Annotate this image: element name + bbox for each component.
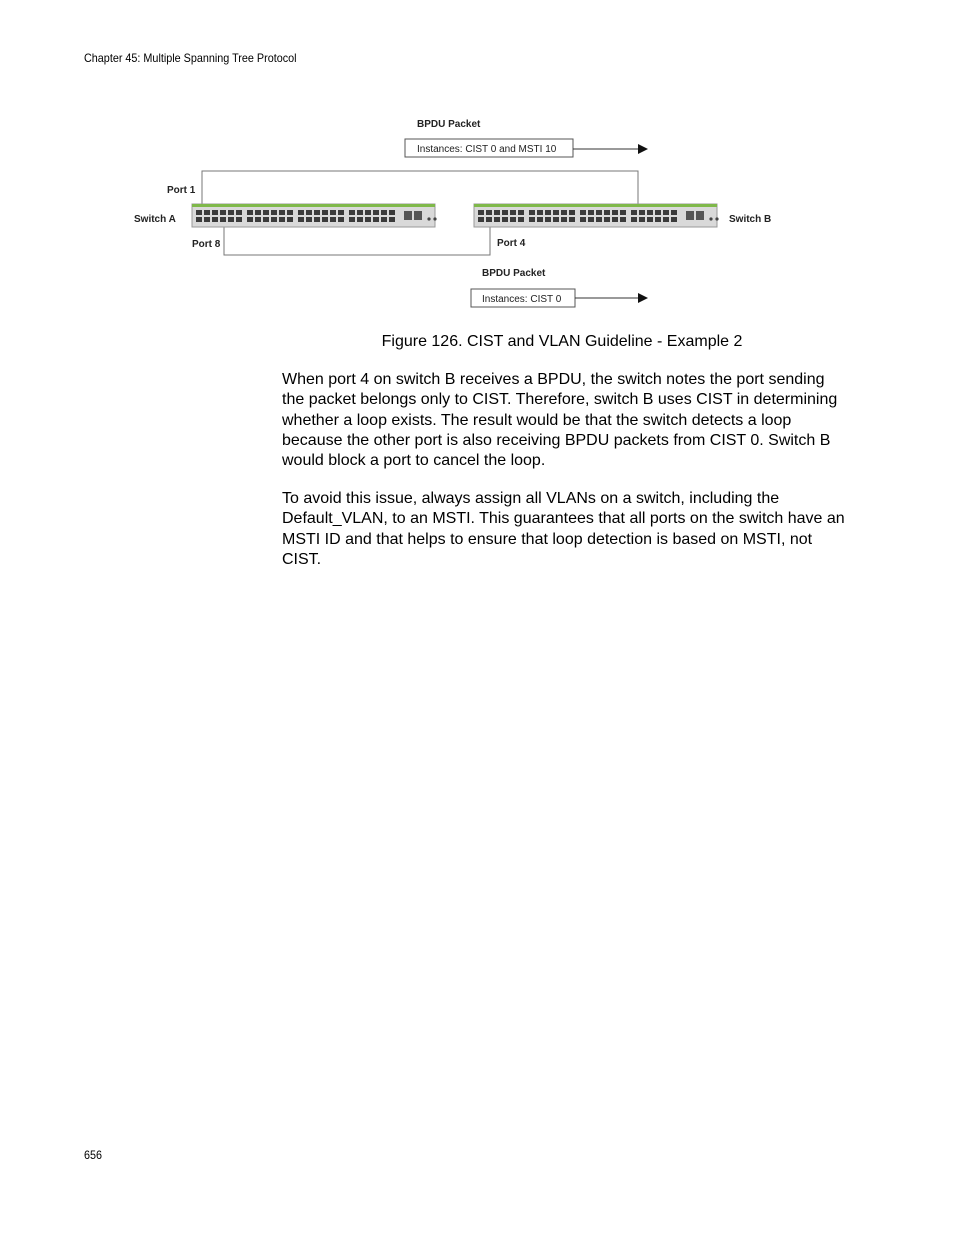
switch-b-port	[671, 217, 677, 222]
switch-b-port	[612, 217, 618, 222]
switch-b-port	[620, 217, 626, 222]
switch-b-port	[553, 217, 559, 222]
switch-a-port	[236, 217, 242, 222]
switch-b-port	[663, 217, 669, 222]
page-number: 656	[84, 1148, 103, 1162]
switch-b-port	[655, 217, 661, 222]
switch-a	[192, 204, 437, 227]
switch-b-port	[631, 217, 637, 222]
switch-b-port	[655, 210, 661, 215]
switch-b-port	[561, 217, 567, 222]
switch-a-port	[349, 210, 355, 215]
switch-a-port	[287, 210, 293, 215]
switch-a-port	[220, 210, 226, 215]
switch-b-port	[569, 217, 575, 222]
switch-b-port	[639, 217, 645, 222]
paragraph-2-text: To avoid this issue, always assign all VLANs on a switch, including the Default_VLAN, to an MSTI. This guarantees that all ports on the switch have an MSTI ID and that helps to ensure that loop detection is based on MSTI, not CIST.	[282, 490, 845, 568]
switch-a-port	[228, 210, 234, 215]
top-packet-instances: Instances: CIST 0 and MSTI 10	[417, 144, 557, 155]
network-diagram	[120, 105, 820, 320]
switch-a-port	[279, 210, 285, 215]
switch-a-port	[381, 210, 387, 215]
bottom-packet-instances: Instances: CIST 0	[482, 294, 562, 305]
top-packet-arrow-head	[638, 144, 648, 154]
switch-a-port	[338, 210, 344, 215]
link-port1	[202, 171, 638, 205]
switch-b-port	[518, 217, 524, 222]
bottom-packet-arrow-head	[638, 293, 648, 303]
switch-a-port	[271, 217, 277, 222]
switch-b-port	[580, 217, 586, 222]
switch-b-port	[494, 217, 500, 222]
switch-a-port	[287, 217, 293, 222]
chapter-header: Chapter 45: Multiple Spanning Tree Protocol	[84, 51, 297, 65]
switch-a-port	[322, 217, 328, 222]
switch-a-uplink-port	[414, 211, 422, 220]
switch-b-led	[715, 217, 718, 220]
switch-b-port	[588, 210, 594, 215]
switch-b-port	[588, 217, 594, 222]
switch-a-led	[427, 217, 430, 220]
switch-b-uplink-port	[696, 211, 704, 220]
switch-a-port	[236, 210, 242, 215]
switch-a-port	[373, 210, 379, 215]
switch-b-port	[545, 210, 551, 215]
switch-b-port	[612, 210, 618, 215]
switch-b-port	[553, 210, 559, 215]
switch-b-port	[596, 210, 602, 215]
switch-b-port	[561, 210, 567, 215]
switch-a-port	[330, 210, 336, 215]
switch-a-port	[247, 210, 253, 215]
switch-a-port	[365, 217, 371, 222]
paragraph-1-text: When port 4 on switch B receives a BPDU, the switch notes the port sending the packet belongs only to CIST. Therefore, switch B uses CIST in determining whether a loop exists. The result would be that the switch detects a loop because the other port is also receiving BPDU packets from CIST 0. Switch B would block a port to cancel the loop.	[282, 371, 838, 470]
switch-a-port	[338, 217, 344, 222]
switch-b-port	[518, 210, 524, 215]
switch-a-port	[204, 210, 210, 215]
switch-b-port	[510, 210, 516, 215]
switch-a-port	[279, 217, 285, 222]
switch-a-port	[298, 217, 304, 222]
switch-a-port	[212, 210, 218, 215]
top-packet-title: BPDU Packet	[417, 119, 481, 130]
switch-a-port	[306, 217, 312, 222]
switch-a-port	[322, 210, 328, 215]
switch-b-port	[647, 217, 653, 222]
switch-a-port8-label: Port 8	[192, 239, 221, 250]
switch-b-uplink-port	[686, 211, 694, 220]
figure-caption: Figure 126. CIST and VLAN Guideline - Example 2	[381, 333, 743, 350]
switch-a-port	[330, 217, 336, 222]
switch-a-port	[298, 210, 304, 215]
switch-a-port	[389, 217, 395, 222]
switch-b-port	[494, 210, 500, 215]
switch-b-port	[478, 217, 484, 222]
switch-a-label: Switch A	[134, 214, 176, 225]
switch-a-port	[314, 217, 320, 222]
switch-a-port	[228, 217, 234, 222]
switch-a-uplink-port	[404, 211, 412, 220]
switch-a-port	[255, 210, 261, 215]
switch-a-port	[263, 217, 269, 222]
switch-a-port	[389, 210, 395, 215]
bottom-packet-title: BPDU Packet	[482, 268, 546, 279]
switch-b-led	[709, 217, 712, 220]
switch-b-port	[639, 210, 645, 215]
switch-a-port	[373, 217, 379, 222]
switch-a-port1-label: Port 1	[167, 185, 196, 196]
switch-a-port	[306, 210, 312, 215]
switch-b-port	[537, 217, 543, 222]
switch-b-label: Switch B	[729, 214, 772, 225]
switch-b-port	[486, 210, 492, 215]
switch-a-port	[263, 210, 269, 215]
switch-b-port4-label: Port 4	[497, 238, 526, 249]
switch-a-port	[255, 217, 261, 222]
switch-b-port	[596, 217, 602, 222]
switch-b	[474, 204, 719, 227]
switch-b-port	[663, 210, 669, 215]
switch-a-port	[381, 217, 387, 222]
switch-a-port	[220, 217, 226, 222]
switch-b-port	[510, 217, 516, 222]
switch-a-port	[204, 217, 210, 222]
switch-b-port	[529, 217, 535, 222]
switch-a-port	[357, 210, 363, 215]
link-port8-port4	[224, 227, 490, 255]
switch-a-port	[314, 210, 320, 215]
switch-b-port	[647, 210, 653, 215]
switch-a-port	[196, 217, 202, 222]
switch-b-port	[569, 210, 575, 215]
switch-b-port	[604, 210, 610, 215]
switch-b-port	[502, 217, 508, 222]
switch-a-port	[357, 217, 363, 222]
switch-a-port	[212, 217, 218, 222]
switch-b-port	[604, 217, 610, 222]
switch-a-port	[271, 210, 277, 215]
switch-b-port	[529, 210, 535, 215]
switch-a-led	[433, 217, 436, 220]
switch-a-port	[247, 217, 253, 222]
switch-b-port	[580, 210, 586, 215]
switch-b-port	[620, 210, 626, 215]
paragraph-1	[282, 370, 847, 471]
switch-b-port	[486, 217, 492, 222]
switch-a-port	[349, 217, 355, 222]
switch-b-port	[537, 210, 543, 215]
switch-b-port	[478, 210, 484, 215]
switch-b-port	[545, 217, 551, 222]
switch-b-port	[631, 210, 637, 215]
switch-b-port	[671, 210, 677, 215]
switch-b-port	[502, 210, 508, 215]
switch-a-port	[365, 210, 371, 215]
paragraph-2	[282, 489, 847, 570]
switch-a-port	[196, 210, 202, 215]
